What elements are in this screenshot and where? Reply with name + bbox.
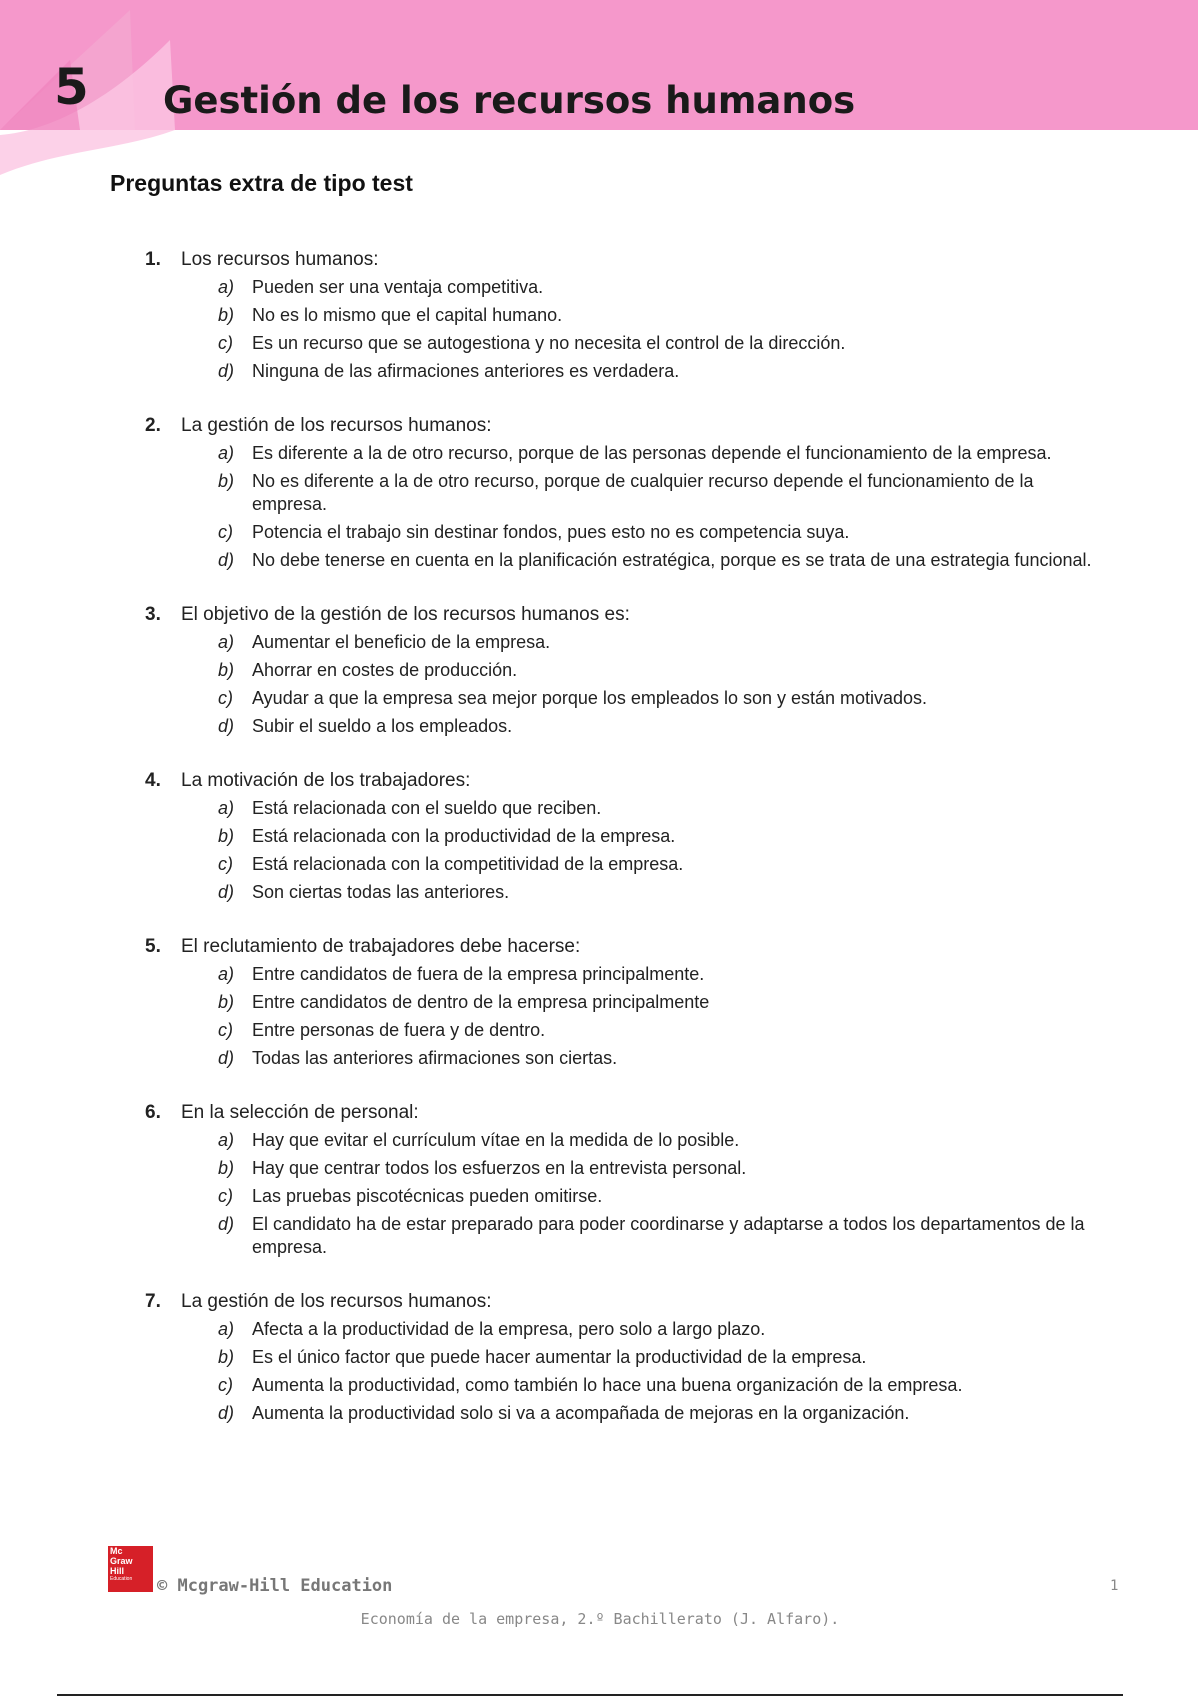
answer-option <box>0 795 1200 823</box>
option-letter: c) <box>218 1375 233 1395</box>
option-letter: c) <box>218 854 233 874</box>
chapter-number: 5 <box>54 58 89 116</box>
question-text: En la selección de personal: <box>181 1102 419 1123</box>
option-letter: d) <box>218 1403 235 1423</box>
option-letter: a) <box>218 277 235 297</box>
option-letter: a) <box>218 798 235 818</box>
option-letter: b) <box>218 305 235 325</box>
option-text: Pueden ser una ventaja competitiva. <box>252 277 544 297</box>
question-number: 2. <box>145 415 161 436</box>
question-7 <box>0 1288 1200 1428</box>
answer-option <box>0 823 1200 851</box>
question-number: 7. <box>145 1291 161 1312</box>
option-text: Todas las anteriores afirmaciones son ciertas. <box>252 1048 618 1068</box>
option-text: No es diferente a la de otro recurso, porque de cualquier recurso depende el funcionamiento de la empresa. <box>252 471 1034 514</box>
option-letter: d) <box>218 716 235 736</box>
option-letter: d) <box>218 882 235 902</box>
question-heading <box>0 933 1200 961</box>
question-text: Los recursos humanos: <box>181 249 379 270</box>
question-5 <box>0 933 1200 1073</box>
question-2 <box>0 412 1200 575</box>
option-letter: c) <box>218 333 233 353</box>
question-heading <box>0 246 1200 274</box>
answer-option <box>0 657 1200 685</box>
answer-option <box>0 302 1200 330</box>
question-number: 6. <box>145 1102 161 1123</box>
option-text: Subir el sueldo a los empleados. <box>252 716 513 736</box>
question-number: 3. <box>145 604 161 625</box>
footer-rule <box>57 1694 1123 1696</box>
option-text: Hay que evitar el currículum vítae en la medida de lo posible. <box>252 1130 740 1150</box>
option-text: Aumentar el beneficio de la empresa. <box>252 632 551 652</box>
option-letter: b) <box>218 660 235 680</box>
option-text: Ahorrar en costes de producción. <box>252 660 518 680</box>
option-text: Las pruebas piscotécnicas pueden omitirse. <box>252 1186 603 1206</box>
question-1 <box>0 246 1200 386</box>
option-letter: c) <box>218 522 233 542</box>
section-title: Preguntas extra de tipo test <box>110 170 413 196</box>
option-text: Es diferente a la de otro recurso, porque de las personas depende el funcionamiento de la empresa. <box>252 443 1052 463</box>
option-text: Aumenta la productividad solo si va a acompañada de mejoras en la organización. <box>252 1403 910 1423</box>
answer-option <box>0 1045 1200 1073</box>
answer-option <box>0 1183 1200 1211</box>
question-heading <box>0 767 1200 795</box>
option-text: Es el único factor que puede hacer aumentar la productividad de la empresa. <box>252 1347 867 1367</box>
answer-option <box>0 1400 1200 1428</box>
answer-option <box>0 1372 1200 1400</box>
answer-option <box>0 713 1200 741</box>
answer-option <box>0 1155 1200 1183</box>
option-text: Hay que centrar todos los esfuerzos en la entrevista personal. <box>252 1158 747 1178</box>
answer-option <box>0 851 1200 879</box>
answer-option <box>0 274 1200 302</box>
question-list <box>0 246 1200 1454</box>
option-letter: b) <box>218 992 235 1012</box>
option-text: Aumenta la productividad, como también lo hace una buena organización de la empresa. <box>252 1375 963 1395</box>
option-letter: c) <box>218 1020 233 1040</box>
footer-copyright: © Mcgraw-Hill Education <box>157 1576 393 1596</box>
option-letter: d) <box>218 550 235 570</box>
answer-option <box>0 989 1200 1017</box>
option-text: Potencia el trabajo sin destinar fondos, pues esto no es competencia suya. <box>252 522 850 542</box>
option-letter: a) <box>218 443 235 463</box>
question-number: 5. <box>145 936 161 957</box>
answer-option <box>0 961 1200 989</box>
answer-option <box>0 519 1200 547</box>
option-letter: d) <box>218 1048 235 1068</box>
question-heading <box>0 412 1200 440</box>
option-letter: d) <box>218 1214 235 1234</box>
answer-option <box>0 440 1200 468</box>
answer-option <box>0 685 1200 713</box>
question-text: El reclutamiento de trabajadores debe hacerse: <box>181 936 581 957</box>
option-text: Está relacionada con la competitividad de la empresa. <box>252 854 684 874</box>
publisher-logo: Mc Graw Hill Education <box>108 1546 153 1592</box>
option-letter: b) <box>218 1347 235 1367</box>
answer-option <box>0 1316 1200 1344</box>
answer-option <box>0 629 1200 657</box>
option-letter: a) <box>218 1319 235 1339</box>
option-text: Afecta a la productividad de la empresa, pero solo a largo plazo. <box>252 1319 766 1339</box>
answer-option <box>0 1127 1200 1155</box>
option-text: Está relacionada con la productividad de la empresa. <box>252 826 676 846</box>
option-text: Es un recurso que se autogestiona y no necesita el control de la dirección. <box>252 333 846 353</box>
question-text: La gestión de los recursos humanos: <box>181 415 492 436</box>
option-letter: c) <box>218 688 233 708</box>
option-text: Son ciertas todas las anteriores. <box>252 882 510 902</box>
question-text: El objetivo de la gestión de los recursos humanos es: <box>181 604 630 625</box>
option-letter: b) <box>218 1158 235 1178</box>
answer-option <box>0 358 1200 386</box>
option-letter: d) <box>218 361 235 381</box>
answer-option <box>0 547 1200 575</box>
option-letter: a) <box>218 632 235 652</box>
question-number: 1. <box>145 249 161 270</box>
option-text: Ayudar a que la empresa sea mejor porque los empleados lo son y están motivados. <box>252 688 928 708</box>
question-heading <box>0 1099 1200 1127</box>
chapter-title: Gestión de los recursos humanos <box>163 79 856 122</box>
footer-book-title: Economía de la empresa, 2.º Bachillerato (J. Alfaro). <box>360 1610 840 1628</box>
option-text: No es lo mismo que el capital humano. <box>252 305 563 325</box>
page-number: 1 <box>1110 1578 1119 1594</box>
answer-option <box>0 1344 1200 1372</box>
option-text: Ninguna de las afirmaciones anteriores es verdadera. <box>252 361 680 381</box>
option-text: Entre candidatos de dentro de la empresa principalmente <box>252 992 710 1012</box>
question-heading <box>0 1288 1200 1316</box>
answer-option <box>0 1017 1200 1045</box>
option-text: El candidato ha de estar preparado para poder coordinarse y adaptarse a todos los departamentos de la empresa. <box>252 1214 1085 1257</box>
option-letter: a) <box>218 964 235 984</box>
question-6 <box>0 1099 1200 1262</box>
option-text: Entre personas de fuera y de dentro. <box>252 1020 546 1040</box>
question-4 <box>0 767 1200 907</box>
option-text: Está relacionada con el sueldo que reciben. <box>252 798 602 818</box>
question-3 <box>0 601 1200 741</box>
option-letter: a) <box>218 1130 235 1150</box>
option-letter: c) <box>218 1186 233 1206</box>
answer-option <box>0 1211 1200 1262</box>
option-letter: b) <box>218 471 235 491</box>
answer-option <box>0 879 1200 907</box>
answer-option <box>0 330 1200 358</box>
answer-option <box>0 468 1200 519</box>
option-text: Entre candidatos de fuera de la empresa principalmente. <box>252 964 705 984</box>
question-heading <box>0 601 1200 629</box>
question-text: La motivación de los trabajadores: <box>181 770 471 791</box>
option-text: No debe tenerse en cuenta en la planificación estratégica, porque es se trata de una estrategia funcional. <box>252 550 1092 570</box>
option-letter: b) <box>218 826 235 846</box>
question-number: 4. <box>145 770 161 791</box>
question-text: La gestión de los recursos humanos: <box>181 1291 492 1312</box>
